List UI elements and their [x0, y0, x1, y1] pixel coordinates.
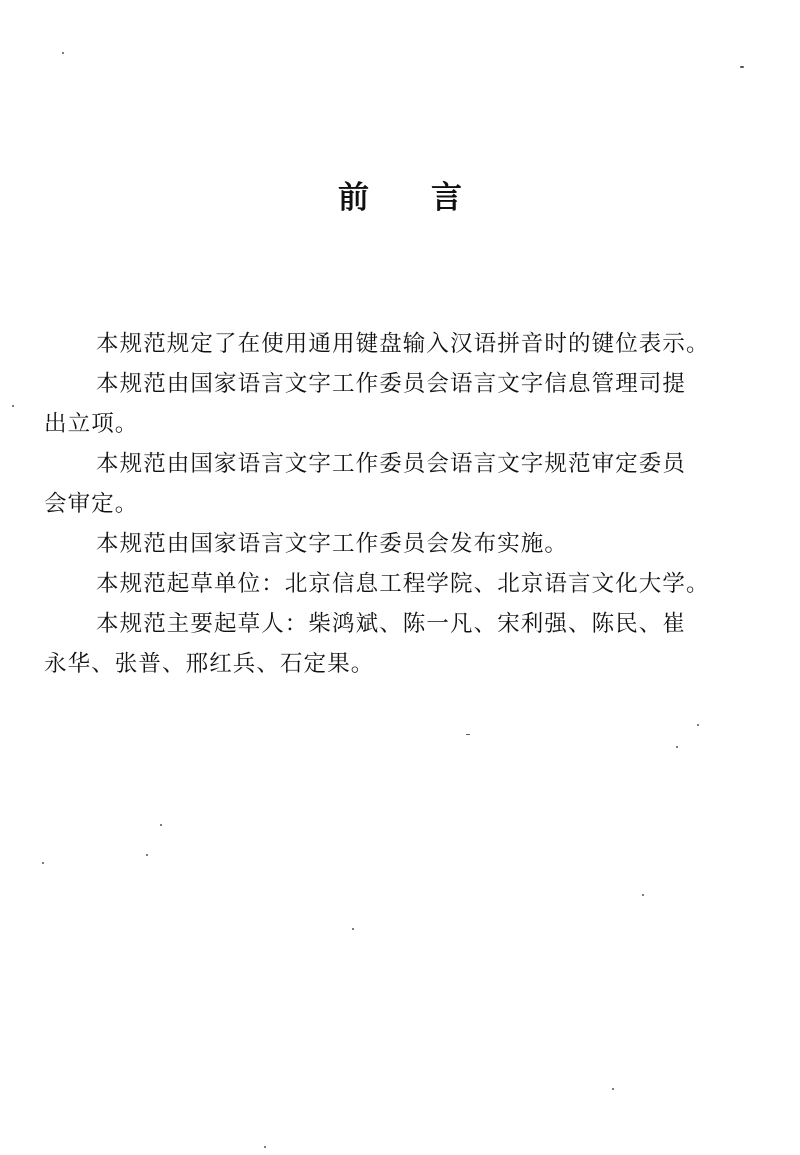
scan-speck — [264, 1146, 266, 1148]
title-char-2: 言 — [431, 180, 462, 216]
paragraph-line: 本规范由国家语言文字工作委员会语言文字规范审定委员 — [96, 451, 687, 477]
paragraph-line: 本规范起草单位：北京信息工程学院、北京语言文化大学。 — [96, 571, 710, 597]
scan-speck — [160, 824, 162, 826]
paragraph-release — [96, 524, 736, 564]
scan-speck — [146, 854, 148, 856]
title-char-1: 前 — [338, 180, 369, 216]
paragraph-line: 本规范规定了在使用通用键盘输入汉语拼音时的键位表示。 — [96, 331, 710, 357]
paragraph-review — [44, 444, 736, 524]
scan-speck — [612, 1088, 614, 1090]
paragraph-line: 本规范由国家语言文字工作委员会发布实施。 — [96, 531, 569, 557]
paragraph-line-continued: 出立项。 — [44, 411, 139, 437]
paragraph-line: 本规范主要起草人：柴鸿斌、陈一凡、宋利强、陈民、崔 — [96, 611, 687, 637]
paragraph-drafting-units — [96, 564, 736, 604]
scan-speck — [697, 724, 699, 726]
scan-speck — [466, 734, 470, 735]
paragraph-line-continued: 会审定。 — [44, 491, 139, 517]
paragraph-drafters — [44, 604, 736, 684]
foreword-body — [44, 324, 736, 684]
scan-speck — [12, 405, 14, 407]
paragraph-scope — [96, 324, 736, 364]
scan-speck — [62, 52, 64, 54]
scan-speck — [42, 862, 44, 864]
paragraph-line-continued: 永华、张普、邢红兵、石定果。 — [44, 651, 375, 677]
scan-speck — [740, 66, 744, 68]
scan-speck — [352, 928, 354, 930]
page-title — [0, 172, 800, 217]
scan-speck — [676, 746, 678, 748]
scan-speck — [642, 894, 644, 896]
paragraph-proposal — [44, 364, 736, 444]
paragraph-line: 本规范由国家语言文字工作委员会语言文字信息管理司提 — [96, 371, 687, 397]
